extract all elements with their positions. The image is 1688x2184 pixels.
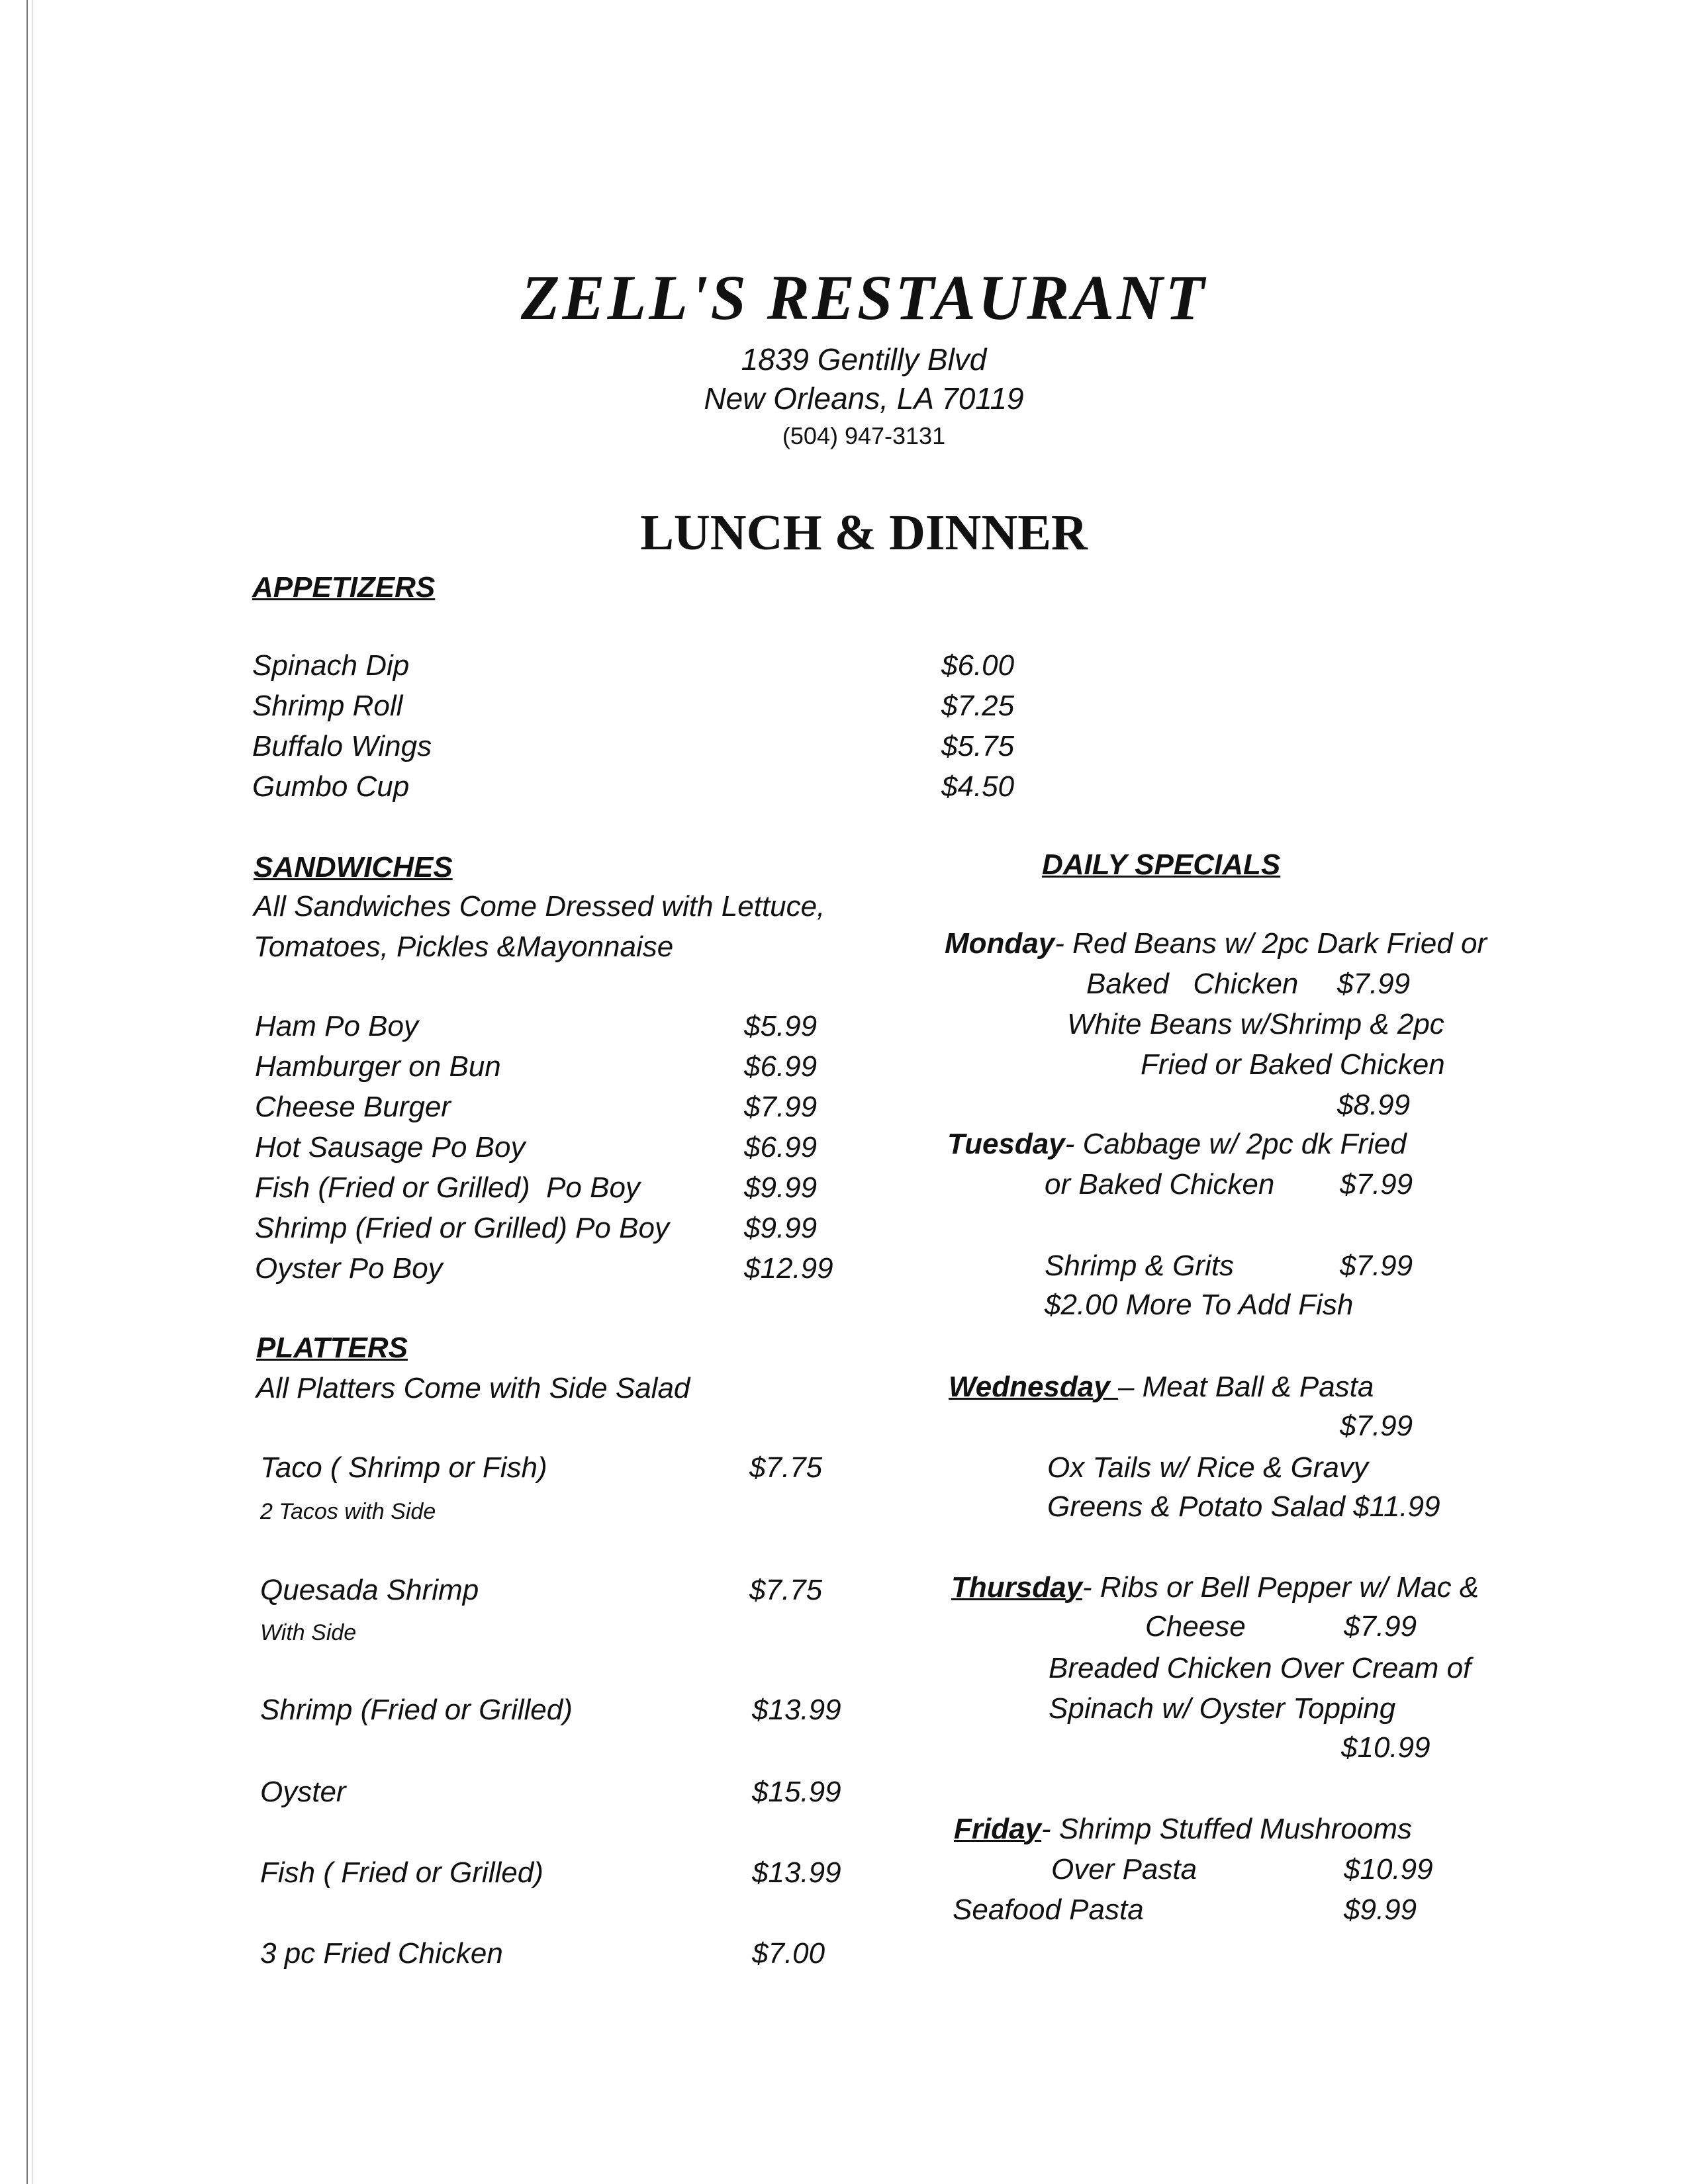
menu-item-price: $7.99	[744, 1091, 818, 1123]
special-friday-line	[954, 1812, 1412, 1846]
menu-item-name: Hot Sausage Po Boy	[255, 1131, 526, 1163]
menu-item-name: Ham Po Boy	[255, 1010, 418, 1042]
day-label: Thursday	[951, 1571, 1083, 1604]
menu-item-price: $5.75	[941, 730, 1015, 762]
menu-item-name: Fish ( Fried or Grilled)	[260, 1856, 543, 1889]
special-price: $7.99	[1340, 1250, 1413, 1282]
menu-item-name: Cheese Burger	[255, 1091, 451, 1123]
special-text: Spinach w/ Oyster Topping	[1049, 1692, 1396, 1725]
menu-item-subtext: 2 Tacos with Side	[260, 1499, 436, 1524]
menu-item-price: $15.99	[752, 1776, 841, 1808]
menu-item-price: $7.75	[749, 1451, 823, 1484]
sandwiches-note: All Sandwiches Come Dressed with Lettuce,	[254, 890, 825, 923]
menu-item-price: $4.50	[941, 770, 1015, 803]
sandwiches-note: Tomatoes, Pickles &Mayonnaise	[254, 931, 674, 963]
menu-item-name: Oyster	[260, 1776, 346, 1808]
special-text: Greens & Potato Salad $11.99	[1047, 1490, 1440, 1523]
restaurant-name: ZELL'S RESTAURANT	[520, 262, 1207, 333]
menu-title: LUNCH & DINNER	[640, 505, 1088, 561]
special-text: Cheese	[1145, 1610, 1246, 1643]
special-text: Baked Chicken	[1086, 968, 1299, 1000]
day-label: Monday	[945, 927, 1055, 960]
menu-item-name: Taco ( Shrimp or Fish)	[260, 1451, 547, 1484]
menu-item-price: $13.99	[752, 1856, 841, 1889]
appetizers-heading: APPETIZERS	[252, 571, 436, 604]
special-text: $2.00 More To Add Fish	[1045, 1289, 1354, 1321]
menu-item-price: $7.75	[749, 1574, 823, 1606]
menu-item-price: $6.00	[941, 649, 1015, 682]
special-price: $10.99	[1344, 1853, 1433, 1886]
menu-item-name: Fish (Fried or Grilled) Po Boy	[255, 1171, 640, 1204]
special-text: or Baked Chicken	[1045, 1168, 1275, 1201]
menu-item-price: $7.25	[941, 690, 1015, 722]
menu-item-subtext: With Side	[260, 1620, 357, 1645]
menu-item-name: Quesada Shrimp	[260, 1574, 479, 1606]
special-text: - Red Beans w/ 2pc Dark Fried or	[1055, 927, 1487, 960]
special-text: Breaded Chicken Over Cream of	[1049, 1652, 1472, 1684]
menu-item-price: $6.99	[744, 1131, 818, 1163]
special-monday-line	[945, 927, 1487, 961]
menu-item-name: Shrimp (Fried or Grilled)	[260, 1694, 573, 1726]
menu-item-price: $12.99	[744, 1252, 833, 1285]
menu-item-price: $9.99	[744, 1212, 818, 1244]
special-price: $7.99	[1344, 1610, 1417, 1643]
special-price: $10.99	[1341, 1731, 1430, 1764]
special-price: $7.99	[1337, 968, 1411, 1000]
day-label: Wednesday	[949, 1371, 1118, 1403]
menu-item-name: Shrimp (Fried or Grilled) Po Boy	[255, 1212, 669, 1244]
day-label: Friday	[954, 1813, 1042, 1845]
day-label: Tuesday	[947, 1128, 1065, 1160]
special-text: White Beans w/Shrimp & 2pc	[1067, 1008, 1444, 1040]
special-text: Seafood Pasta	[953, 1893, 1144, 1926]
menu-item-price: $6.99	[744, 1050, 818, 1083]
platters-note: All Platters Come with Side Salad	[256, 1372, 690, 1404]
menu-item-price: $7.00	[752, 1937, 825, 1970]
menu-item-name: Shrimp Roll	[252, 690, 403, 722]
address-line-1: 1839 Gentilly Blvd	[741, 342, 987, 377]
special-text: - Shrimp Stuffed Mushrooms	[1041, 1813, 1413, 1845]
menu-item-name: Oyster Po Boy	[255, 1252, 443, 1285]
special-price: $7.99	[1340, 1410, 1413, 1442]
special-text: Ox Tails w/ Rice & Gravy	[1047, 1451, 1368, 1484]
menu-item-name: Spinach Dip	[252, 649, 410, 682]
menu-item-price: $13.99	[752, 1694, 841, 1726]
special-wednesday-line	[949, 1370, 1374, 1404]
daily-specials-heading: DAILY SPECIALS	[1042, 848, 1281, 881]
menu-item-name: Hamburger on Bun	[255, 1050, 501, 1083]
special-text: Shrimp & Grits	[1045, 1250, 1235, 1282]
menu-item-price: $9.99	[744, 1171, 818, 1204]
special-text: - Cabbage w/ 2pc dk Fried	[1064, 1128, 1407, 1160]
special-thursday-line	[951, 1570, 1479, 1605]
platters-heading: PLATTERS	[256, 1332, 408, 1364]
special-text: - Ribs or Bell Pepper w/ Mac &	[1082, 1571, 1479, 1604]
special-tuesday-line	[947, 1127, 1407, 1161]
special-price: $8.99	[1337, 1089, 1411, 1121]
special-price: $9.99	[1344, 1893, 1417, 1926]
menu-item-name: Gumbo Cup	[252, 770, 410, 803]
menu-item-price: $5.99	[744, 1010, 818, 1042]
sandwiches-heading: SANDWICHES	[254, 851, 453, 884]
phone-number: (504) 947-3131	[782, 422, 946, 449]
address-line-2: New Orleans, LA 70119	[704, 381, 1024, 416]
menu-item-name: Buffalo Wings	[252, 730, 432, 762]
special-text: Fried or Baked Chicken	[1141, 1048, 1445, 1081]
menu-item-name: 3 pc Fried Chicken	[260, 1937, 503, 1970]
special-text: – Meat Ball & Pasta	[1117, 1371, 1374, 1403]
special-text: Over Pasta	[1051, 1853, 1197, 1886]
special-price: $7.99	[1340, 1168, 1413, 1201]
